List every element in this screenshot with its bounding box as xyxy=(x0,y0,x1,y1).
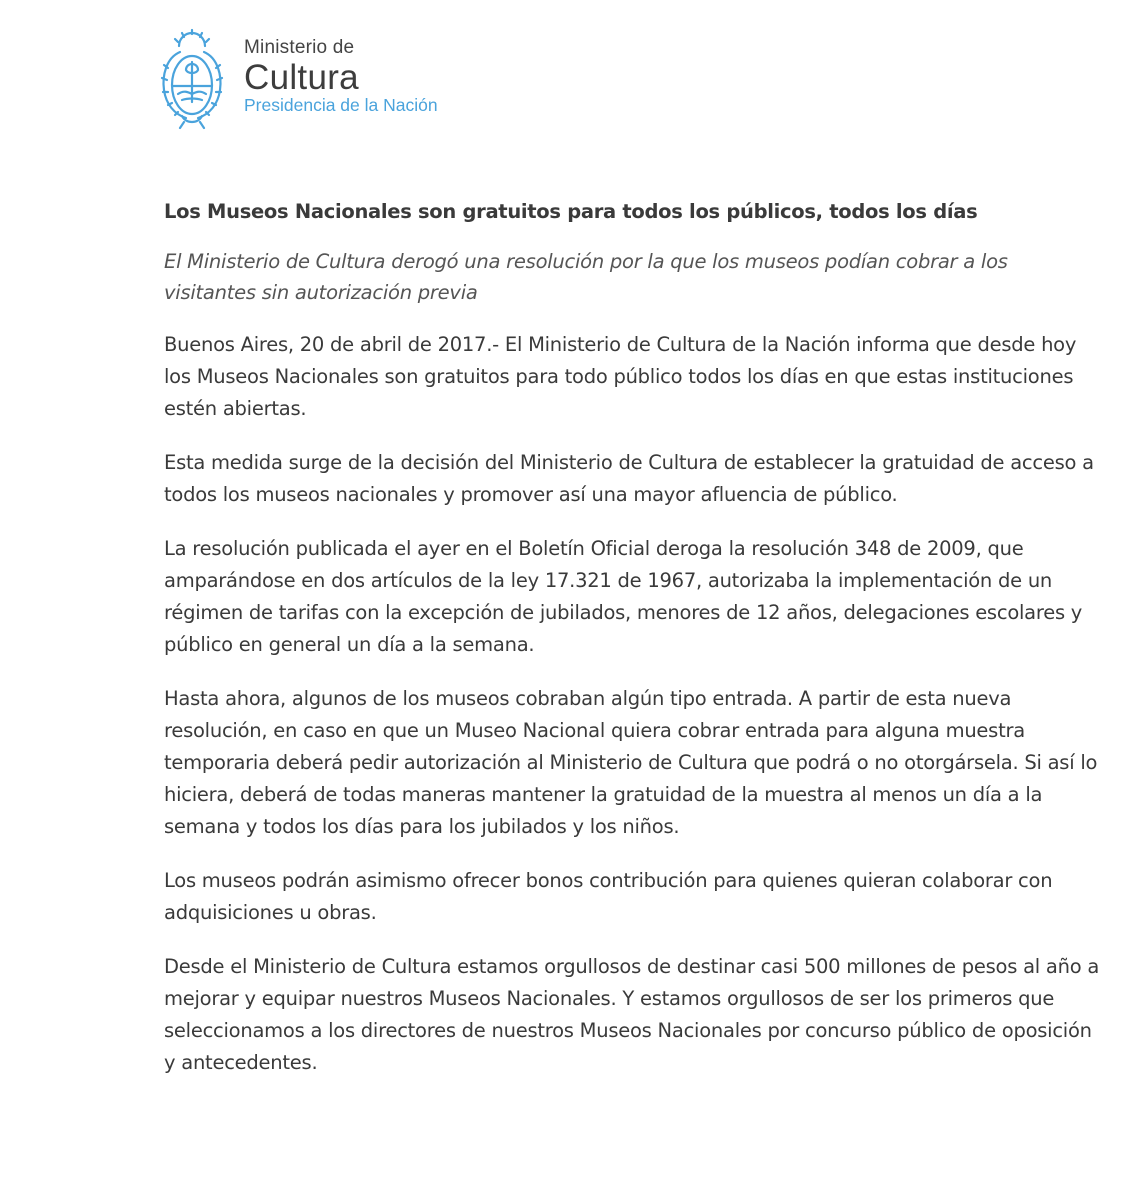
article-paragraph: Buenos Aires, 20 de abril de 2017.- El Ministerio de Cultura de la Nación informa que desde hoy los Museos Nacionales son gratuitos para todo público todos los días en que estas instituciones estén abiertas. xyxy=(164,333,1077,420)
ministry-logo xyxy=(160,28,438,130)
cultura-label: Cultura xyxy=(244,58,359,97)
article-subtitle: El Ministerio de Cultura derogó una resolución por la que los museos podían cobrar a los visitantes sin autorización previa xyxy=(164,250,1008,304)
press-release xyxy=(164,200,1104,1101)
article-paragraph: Desde el Ministerio de Cultura estamos orgullosos de destinar casi 500 millones de pesos al año a mejorar y equipar nuestros Museos Nacionales. Y estamos orgullosos de ser los primeros que seleccionamos a los directores de nuestros Museos Nacionales por concurso público de oposición y antecedentes. xyxy=(164,955,1100,1074)
logo-text xyxy=(244,28,438,115)
article-paragraph: Esta medida surge de la decisión del Ministerio de Cultura de establecer la gratuidad de acceso a todos los museos nacionales y promover así una mayor afluencia de público. xyxy=(164,451,1094,506)
presidencia-label: Presidencia de la Nación xyxy=(244,95,438,115)
ministerio-label: Ministerio de xyxy=(244,37,355,58)
coat-of-arms-icon xyxy=(160,28,224,130)
article-paragraph: Hasta ahora, algunos de los museos cobraban algún tipo entrada. A partir de esta nueva resolución, en caso en que un Museo Nacional quiera cobrar entrada para alguna muestra temporaria deberá pedir autorización al Ministerio de Cultura que podrá o no otorgársela. Si así lo hiciera, deberá de todas maneras mantener la gratuidad de la muestra al menos un día a la semana y todos los días para los jubilados y los niños. xyxy=(164,687,1098,838)
article-paragraph: Los museos podrán asimismo ofrecer bonos contribución para quienes quieran colaborar con adquisiciones u obras. xyxy=(164,869,1053,924)
article-paragraph: La resolución publicada el ayer en el Boletín Oficial deroga la resolución 348 de 2009, que amparándose en dos artículos de la ley 17.321 de 1967, autorizaba la implementación de un régimen de tarifas con la excepción de jubilados, menores de 12 años, delegaciones escolares y público en general un día a la semana. xyxy=(164,537,1083,656)
article-title: Los Museos Nacionales son gratuitos para todos los públicos, todos los días xyxy=(164,200,978,223)
